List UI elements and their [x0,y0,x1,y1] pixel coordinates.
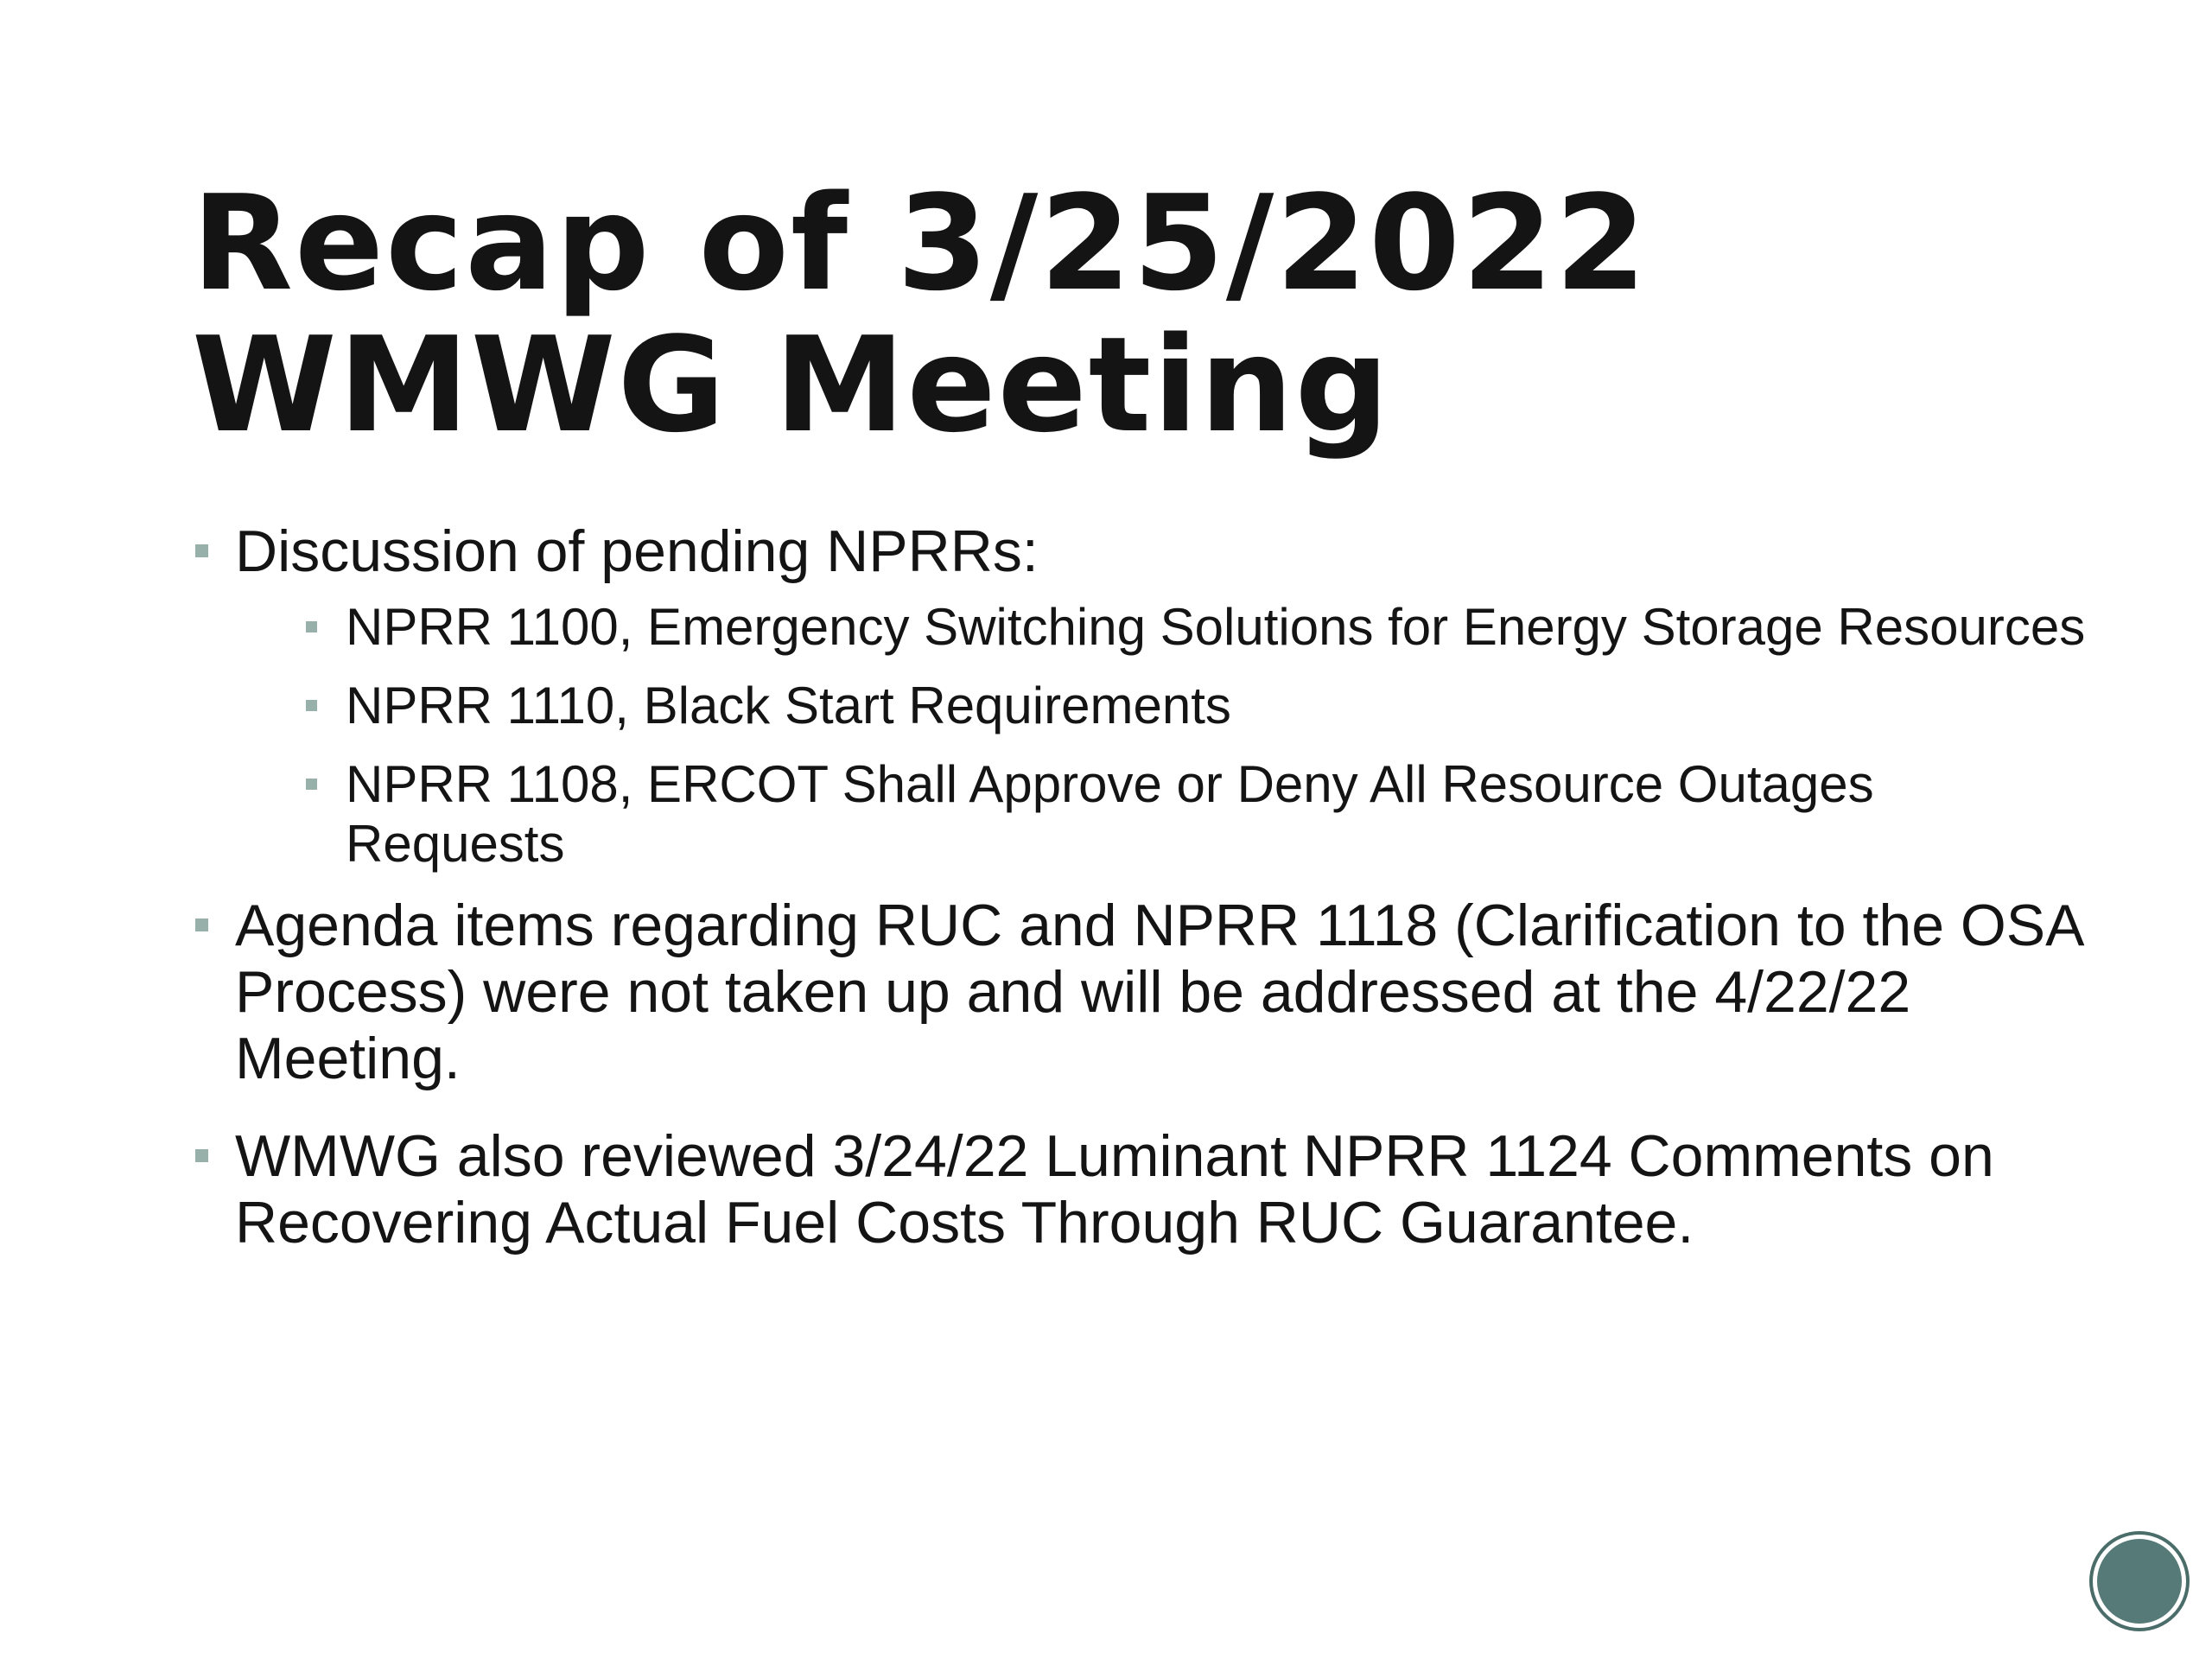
slide-title-line-2: WMWG Meeting [192,308,1391,461]
bullet-item [192,518,2093,874]
sub-bullet-item [302,676,2093,735]
sub-bullet-marker-icon [306,779,317,790]
sub-bullet-text: NPRR 1100, Emergency Switching Solutions for Energy Storage Resources [346,598,2086,656]
bullet-text: Agenda items regarding RUC and NPRR 1118 (Clarification to the OSA Process) were not taken up and will be addressed at the 4/22/22 Meeting. [235,893,2082,1091]
sub-bullet-marker-icon [306,700,317,711]
slide-title-line-1: Recap of 3/25/2022 [192,167,1649,320]
bullet-item [192,893,2093,1092]
sub-bullet-list [192,597,2093,874]
bullet-item [192,1123,2093,1256]
bullet-marker-icon [195,544,208,557]
slide-content [192,518,2093,1287]
sub-bullet-marker-icon [306,621,317,632]
bullet-marker-icon [195,918,208,931]
bullet-text: Discussion of pending NPRRs: [235,518,1039,584]
bullet-marker-icon [195,1149,208,1162]
slide-title [192,167,1834,461]
sub-bullet-item [302,597,2093,657]
sub-bullet-text: NPRR 1108, ERCOT Shall Approve or Deny All Resource Outages Requests [346,755,1874,873]
sub-bullet-text: NPRR 1110, Black Start Requirements [346,677,1231,734]
slide-nav-circle-button[interactable] [2093,1535,2186,1628]
sub-bullet-item [302,754,2093,874]
bullet-text: WMWG also reviewed 3/24/22 Luminant NPRR 1124 Comments on Recovering Actual Fuel Costs Through RUC Guarantee. [235,1123,1994,1255]
